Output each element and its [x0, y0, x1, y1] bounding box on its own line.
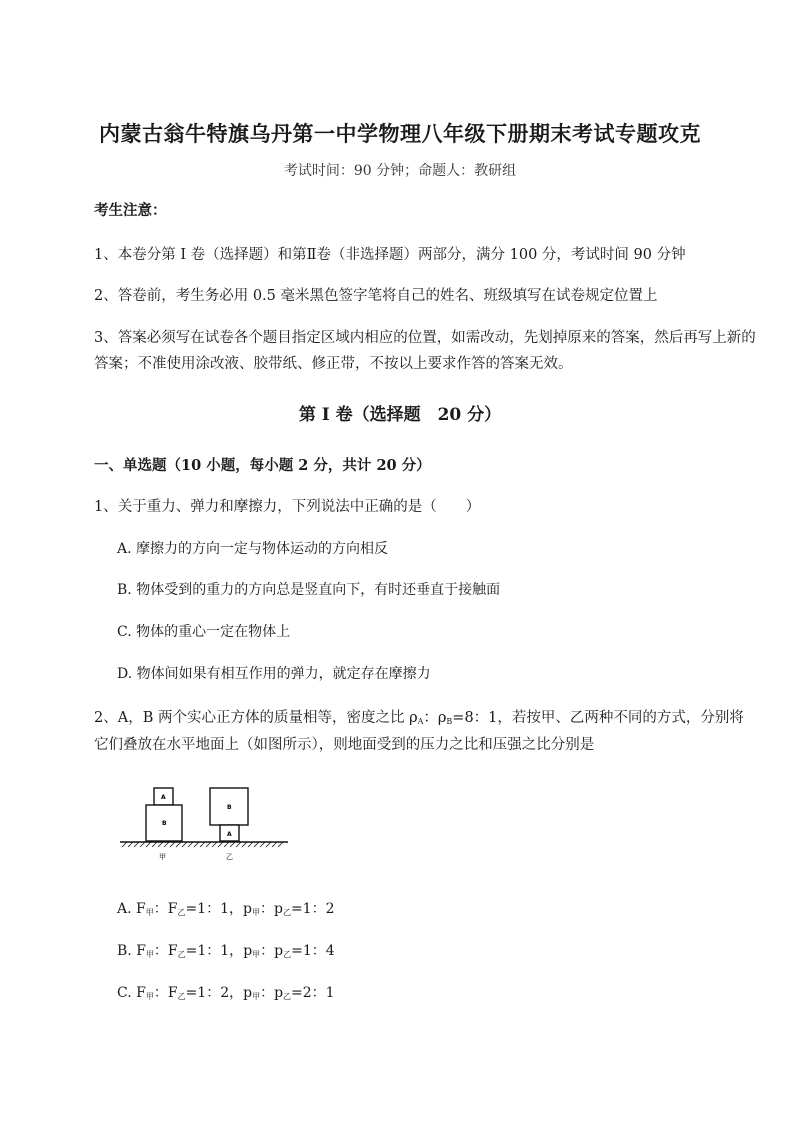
q2-option-a: A. $F_甲$：$F_乙=1$：1，$p_甲$：$p_乙=1$：2: [117, 901, 335, 917]
section-title: 第 I 卷（选择题 20 分）: [298, 405, 502, 425]
q1-option-b: B. 物体受到的重力的方向总是竖直向下，有时还垂直于接触面: [117, 582, 501, 598]
exam-title: 内蒙古翁牛特旗乌丹第一中学物理八年级下册期末考试专题攻克: [99, 121, 701, 146]
label-a-jia: A: [161, 794, 166, 801]
notice-item-3: 3、答案必须写在试卷各个题目指定区域内相应的位置，如需改动，先划掉原来的答案，然后再写上新的答案；不准使用涂改液、胶带纸、修正带，不按以上要求作答的答案无效。: [94, 330, 756, 372]
label-jia: 甲: [159, 853, 166, 861]
figure-yi: [210, 788, 248, 841]
stacked-cubes-figure: [116, 780, 296, 870]
q2-option-b: B. $F_甲$：$F_乙=1$：1，$p_甲$：$p_乙=1$：4: [117, 943, 335, 959]
notice-item-2: 2、答卷前，考生务必用 0.5 毫米黑色签字笔将自己的姓名、班级填写在试卷规定位置上: [94, 288, 658, 304]
q1-option-c: C. 物体的重心一定在物体上: [117, 624, 291, 640]
q1-option-a: A. 摩擦力的方向一定与物体运动的方向相反: [117, 541, 389, 557]
label-b-yi: B: [227, 804, 232, 811]
exam-subtitle: 考试时间：90 分钟；命题人：教研组: [283, 163, 517, 179]
notice-item-1: 1、本卷分第 I 卷（选择题）和第Ⅱ卷（非选择题）两部分，满分 100 分，考试时间 90 分钟: [94, 247, 686, 263]
label-b-jia: B: [162, 820, 167, 827]
q2-option-c: C. $F_甲$：$F_乙=1$：2，$p_甲$：$p_乙=2$：1: [117, 985, 335, 1001]
label-yi: 乙: [226, 853, 233, 861]
question-2-stem: 2、A，B 两个实心正方体的质量相等，密度之比 $\rho_A$：$\rho_B=8$：1，若按甲、乙两种不同的方式，分别将: [94, 710, 744, 726]
figure-jia: [146, 788, 182, 841]
question-2-stem-line2: 它们叠放在水平地面上（如图所示），则地面受到的压力之比和压强之比分别是: [94, 737, 595, 753]
q1-option-d: D. 物体间如果有相互作用的弹力，就定存在摩擦力: [117, 666, 431, 682]
question-1-stem: 1、关于重力、弹力和摩擦力，下列说法中正确的是（ ）: [94, 499, 481, 515]
notice-heading: 考生注意：: [94, 202, 167, 219]
label-a-yi: A: [227, 831, 232, 838]
part-heading: 一、单选题（10 小题，每小题 2 分，共计 20 分）: [94, 457, 431, 474]
